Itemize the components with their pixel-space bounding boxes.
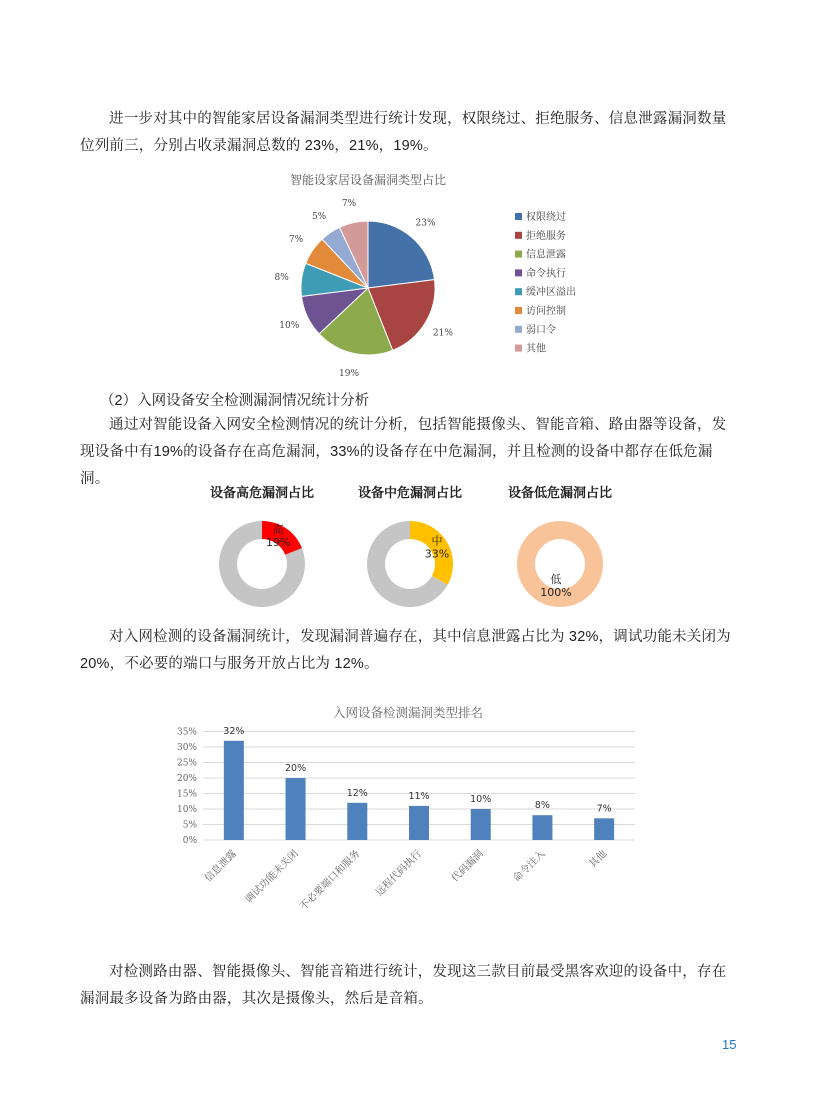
slice-value: 100% (540, 586, 572, 599)
x-tick-label: 远程代码执行 (373, 848, 425, 899)
y-tick-label: 0% (182, 836, 197, 846)
legend-item: 其他 (526, 343, 546, 355)
legend-swatch (515, 251, 522, 258)
legend-swatch (515, 288, 522, 295)
chart-title: 智能设家居设备漏洞类型占比 (289, 173, 447, 187)
y-tick-label: 35% (176, 727, 197, 738)
y-tick-label: 30% (176, 743, 197, 753)
data-label: 11% (408, 790, 430, 802)
paragraph-intro: 进一步对其中的智能家居设备漏洞类型进行统计发现，权限绕过、拒绝服务、信息泄露漏洞数量位列前三，分别占收录漏洞总数的 23%，21%，19%。 (80, 111, 727, 154)
legend-item: 访问控制 (526, 306, 566, 317)
data-label: 10% (470, 794, 492, 805)
pie-chart-smart-home (260, 164, 600, 380)
donut-chart-low-risk (494, 477, 626, 612)
y-tick-label: 10% (176, 805, 197, 815)
data-label: 7% (288, 235, 304, 246)
x-tick-label: 不必要端口和服务 (298, 848, 363, 913)
legend-swatch (515, 269, 522, 276)
bar (286, 778, 306, 840)
x-tick-label: 其他 (587, 848, 610, 871)
data-label: 5% (311, 212, 327, 223)
data-label: 7% (596, 803, 612, 815)
bar (471, 809, 491, 840)
section-heading: （2）入网设备安全检测漏洞情况统计分析 (100, 393, 370, 409)
x-tick-label: 信息泄露 (202, 848, 239, 885)
legend-item: 信息泄露 (526, 249, 566, 261)
data-label: 8% (534, 800, 550, 812)
legend-swatch (515, 345, 522, 352)
y-tick-label: 5% (182, 820, 197, 831)
chart-title: 设备中危漏洞占比 (357, 486, 463, 501)
bar (347, 803, 367, 840)
y-tick-label: 25% (176, 758, 197, 769)
chart-title: 设备高危漏洞占比 (209, 486, 315, 501)
data-label: 21% (432, 328, 453, 339)
page-number: 15 (722, 1037, 737, 1052)
bar (594, 818, 614, 840)
data-label: 19% (339, 368, 360, 379)
paragraph-vuln-stats: 对入网检测的设备漏洞统计，发现漏洞普遍存在，其中信息泄露占比为 32%，调试功能未关闭为 20%，不必要的端口与服务开放占比为 12%。 (80, 629, 731, 672)
slice-label: 中 (431, 534, 443, 548)
legend-item: 缓冲区溢出 (526, 287, 576, 299)
x-tick-label: 命令注入 (511, 848, 548, 885)
slice-label: 低 (550, 573, 562, 586)
data-label: 12% (346, 787, 368, 799)
legend-swatch (515, 307, 522, 314)
legend-swatch (515, 213, 522, 220)
legend-swatch (515, 232, 522, 239)
legend-item: 命令执行 (526, 268, 566, 280)
x-tick-label: 调试功能未关闭 (243, 848, 301, 906)
chart-title: 设备低危漏洞占比 (507, 486, 613, 501)
data-label: 10% (279, 321, 300, 332)
donut-chart-high-risk (196, 477, 328, 612)
slice-label: 高 (272, 523, 284, 537)
legend-item: 拒绝服务 (526, 230, 566, 242)
bar (532, 815, 552, 840)
paragraph-device-summary: 对检测路由器、智能摄像头、智能音箱进行统计，发现这三款目前最受黑客欢迎的设备中，存在漏洞最多设备为路由器，其次是摄像头，然后是音箱。 (80, 964, 727, 1007)
data-label: 8% (274, 273, 289, 284)
legend-item: 权限绕过 (526, 212, 566, 223)
pie-slice (368, 218, 436, 288)
bar (224, 741, 244, 840)
data-label: 32% (223, 725, 245, 737)
data-label: 20% (285, 763, 307, 774)
data-label: 7% (341, 199, 357, 210)
x-tick-label: 代码漏洞 (449, 848, 486, 885)
y-tick-label: 20% (176, 774, 197, 784)
donut-chart-medium-risk (344, 477, 476, 612)
bar-chart-vuln-ranking (170, 697, 650, 935)
bar (409, 806, 429, 840)
y-tick-label: 15% (176, 789, 197, 800)
chart-title: 入网设备检测漏洞类型排名 (332, 705, 484, 720)
slice-value: 33% (424, 547, 450, 561)
legend-item: 弱口令 (526, 324, 556, 336)
data-label: 23% (415, 218, 436, 229)
legend-swatch (515, 326, 522, 333)
paragraph-network-devices: 通过对智能设备入网安全检测情况的统计分析，包括智能摄像头、智能音箱、路由器等设备，发现设备中有19%的设备存在高危漏洞，33%的设备存在中危漏洞，并且检测的设备中都存在低危漏洞。 (80, 417, 727, 487)
slice-value: 19% (266, 536, 291, 550)
